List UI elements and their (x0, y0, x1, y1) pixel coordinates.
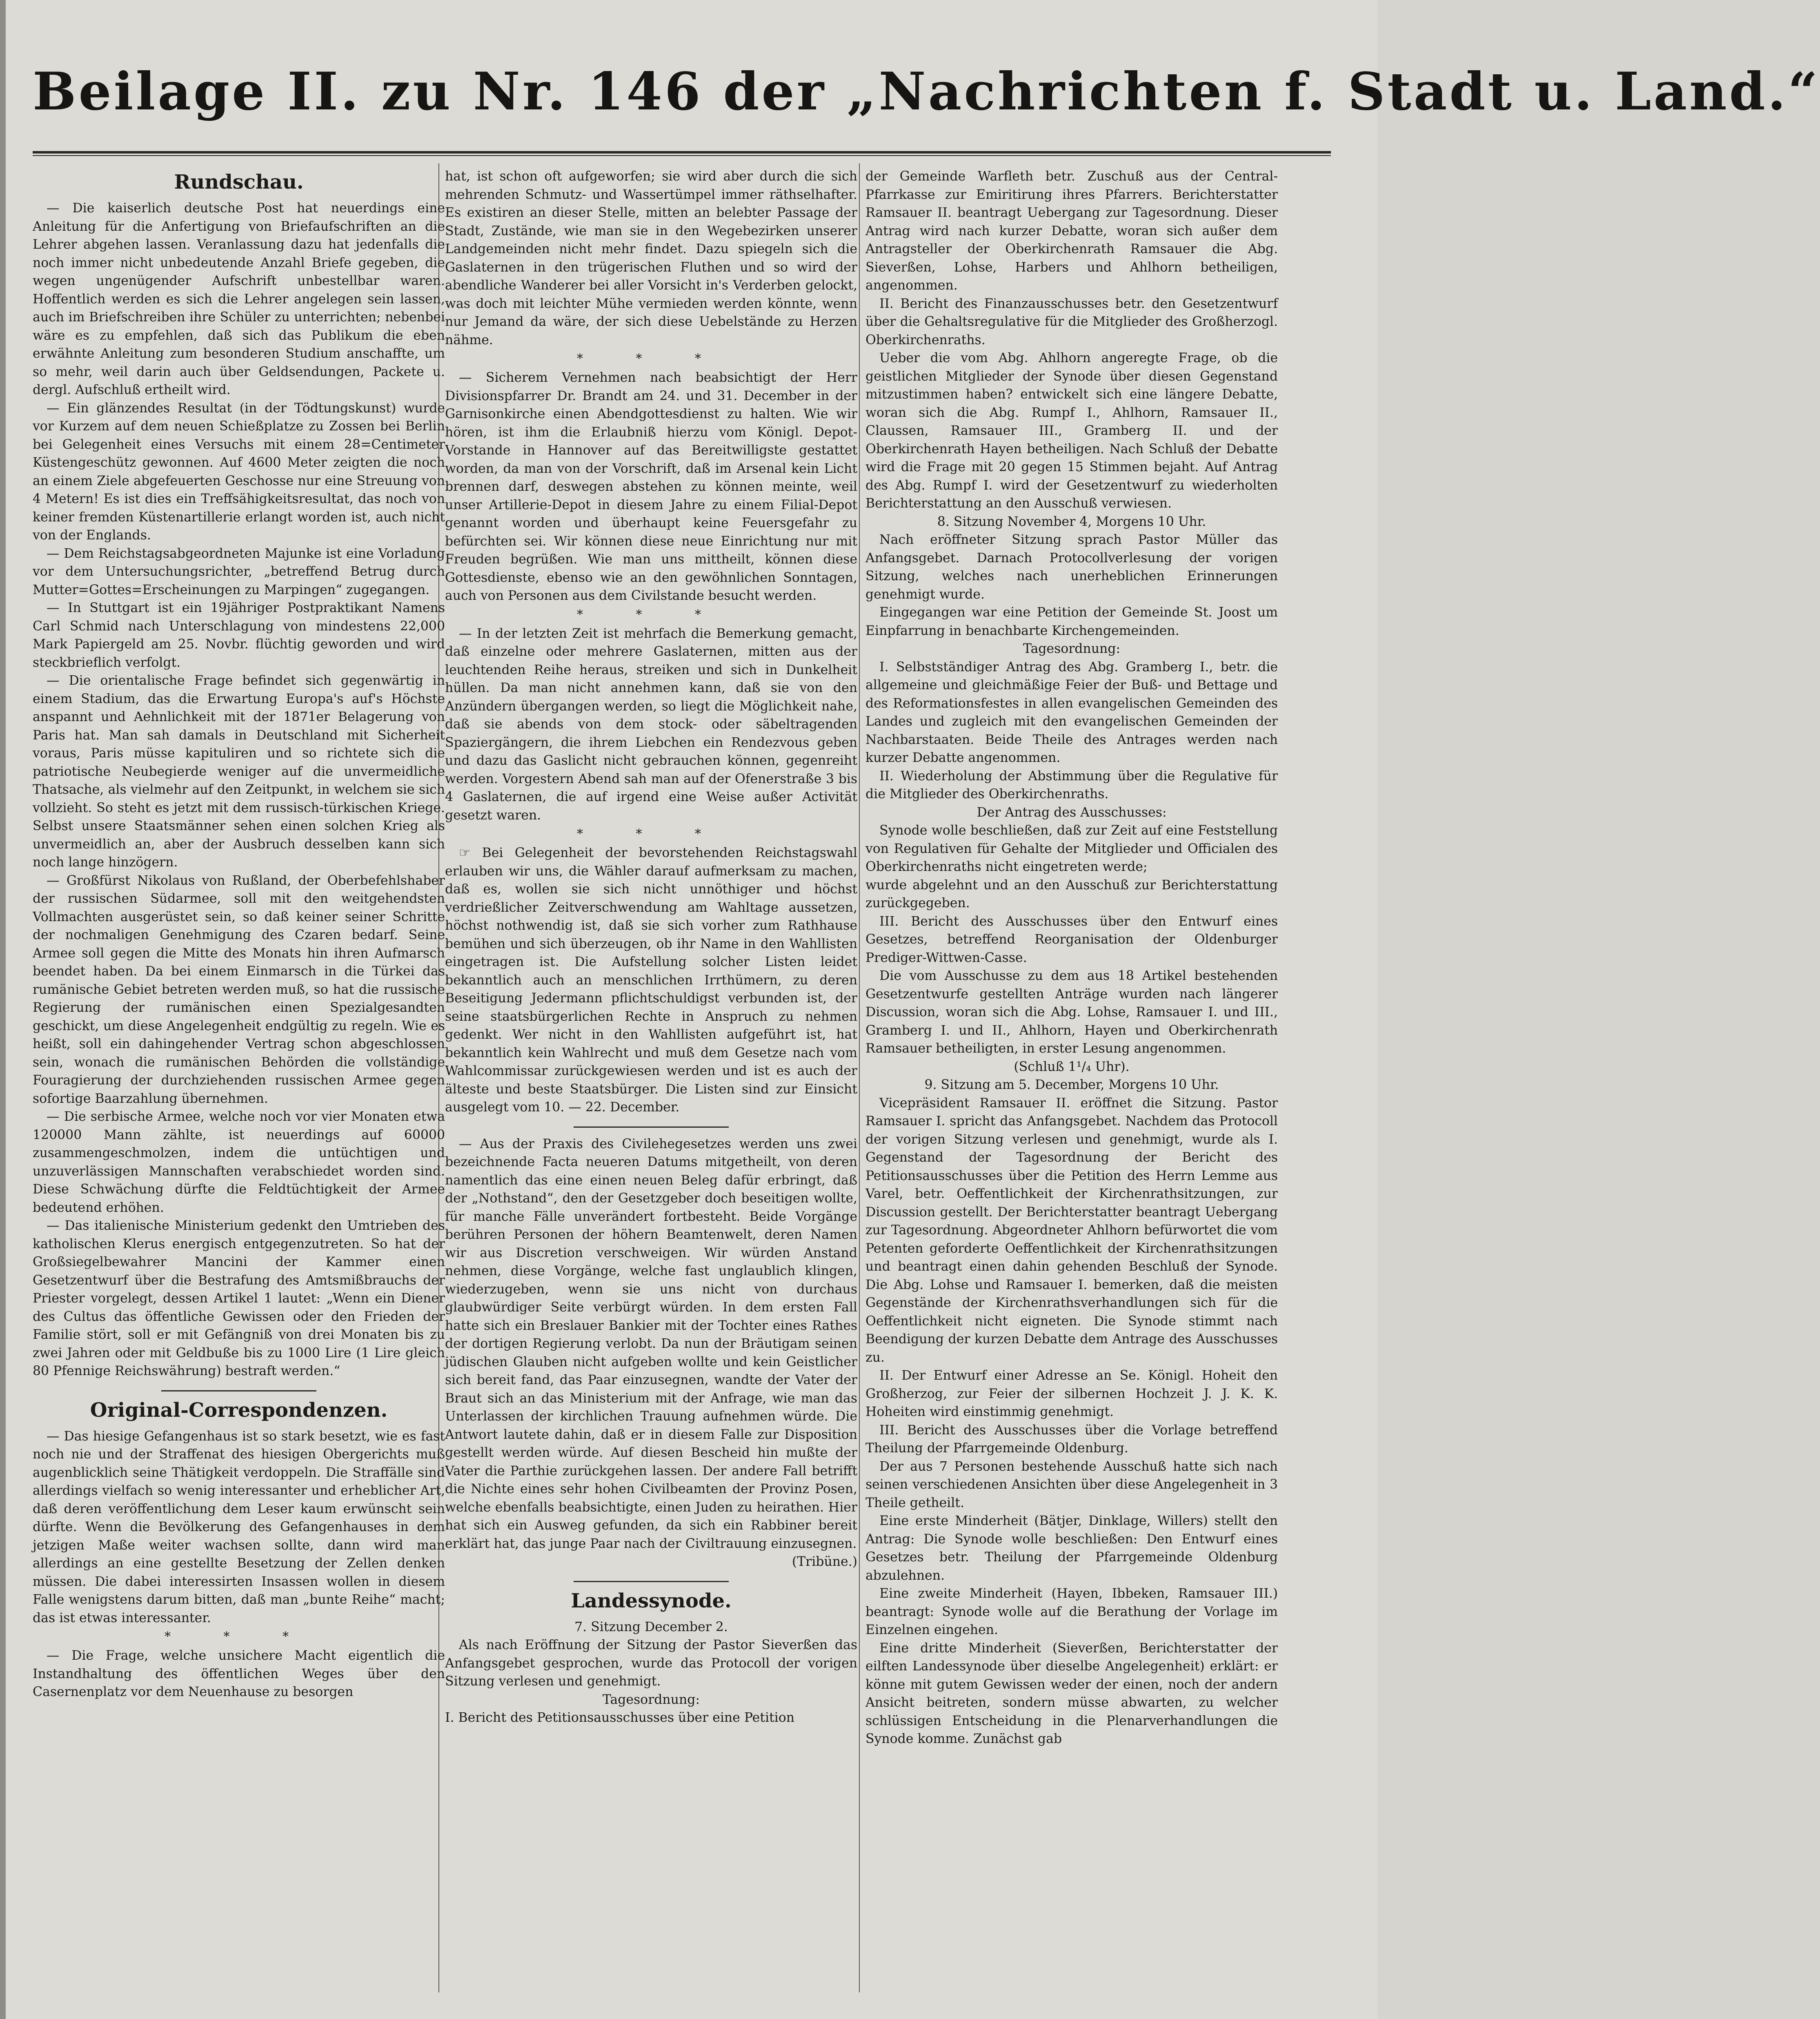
article-paragraph: II. Wiederholung der Abstimmung über die Regulative für die Mitglieder des Oberkirchenraths. (866, 768, 1278, 801)
section-heading: Rundschau. (174, 171, 304, 194)
article-paragraph: II. Der Entwurf einer Adresse an Se. Königl. Hoheit den Großherzog, zur Feier der silbernen Hochzeit J. J. K. K. Hoheiten wird einstimmig genehmigt. (866, 1368, 1278, 1419)
article-paragraph: Eine dritte Minderheit (Sieverßen, Berichterstatter der eilften Landessynode über dieselbe Angelegenheit) erklärt: er könne mit gutem Gewissen weder der einen, noch der andern Ansicht beitreten, sondern müsse abwarten, zu welcher schlüssigen Entscheidung in die Plenarverhandlungen die Synode komme. Zunächst gab (866, 1641, 1278, 1746)
article-paragraph: — Die orientalische Frage befindet sich gegenwärtig in einem Stadium, das die Erwartung Europa's auf's Höchste anspannt und Aehnlichkeit mit der 1871er Belagerung von Paris hat. Man sah damals in Deutschland mit Sicherheit voraus, Paris müsse kapituliren und so richtete sich die patriotische Neubegierde weniger auf die unvermeidliche Thatsache, als vielmehr auf den Zeitpunkt, in welchem sie sich vollzieht. So steht es jetzt mit dem russisch-türkischen Kriege. Selbst unsere Staatsmänner sehen einen solchen Krieg als unvermeidlich an, aber der Ausbruch desselben kann sich noch lange hinzögern. (33, 673, 445, 870)
article-paragraph: wurde abgelehnt und an den Ausschuß zur Berichterstattung zurückgegeben. (866, 877, 1278, 910)
article-paragraph: Vicepräsident Ramsauer II. eröffnet die Sitzung. Pastor Ramsauer I. spricht das Anfangsgebet. Nachdem das Protocoll der vorigen Sitzung verlesen und genehmigt, wurde als I. Gegenstand der Tagesordnung der Bericht des Petitionsausschusses über die Petition des Herrn Lemme aus Varel, betr. Oeffentlichkeit der Kirchenrathsitzungen, zur Discussion gestellt. Der Berichterstatter beantragt Uebergang zur Tagesordnung. Abgeordneter Ahlhorn befürwortet die vom Petenten geforderte Oeffentlichkeit der Kirchenrathsitzungen und beantragt einen dahin gehenden Beschluß der Synode. Die Abg. Lohse und Ramsauer I. bemerken, daß die meisten Gegenstände der Kirchenrathsverhandlungen sich für die Oeffentlichkeit nicht eigneten. Die Synode stimmt nach Beendigung der kurzen Debatte dem Antrage des Ausschusses zu. (866, 1095, 1278, 1365)
article-paragraph: — Das italienische Ministerium gedenkt den Umtrieben des katholischen Klerus energisch entgegenzutreten. So hat der Großsiegelbewahrer Mancini der Kammer einen Gesetzentwurf über die Bestrafung des Amtsmißbrauchs der Priester vorgelegt, dessen Artikel 1 lautet: „Wenn ein Diener des Cultus das öffentliche Gewissen oder den Frieden der Familie stört, soll er mit Gefängniß von drei Monaten bis zu zwei Jahren oder mit Geldbuße bis zu 1000 Lire (1 Lire gleich 80 Pfennige Reichswährung) bestraft werden.“ (33, 1218, 445, 1378)
article-paragraph: I. Selbstständiger Antrag des Abg. Gramberg I., betr. die allgemeine und gleichmäßige Feier der Buß- und Bettage und des Reformationsfestes in allen evangelischen Gemeinden des Landes und zugleich mit den evangelischen Gemeinden der Nachbarstaaten. Beide Theile des Antrages werden nach kurzer Debatte angenommen. (866, 659, 1278, 765)
article-paragraph: hat, ist schon oft aufgeworfen; sie wird aber durch die sich mehrenden Schmutz- und Wassertümpel immer räthselhafter. Es existiren an dieser Stelle, mitten an belebter Passage der Stadt, Zustände, wie man sie in den Wegebezirken unserer Landgemeinden nicht mehr findet. Dazu spiegeln sich die Gaslaternen in den trügerischen Fluthen und so wird der abendliche Wanderer bei aller Vorsicht in's Verderben gelockt, was doch mit leichter Mühe vermieden werden könnte, wenn nur Jemand da wäre, der sich diese Uebelstände zu Herzen nähme. (445, 169, 857, 347)
article-paragraph: ☞ Bei Gelegenheit der bevorstehenden Reichstagswahl erlauben wir uns, die Wähler darauf aufmerksam zu machen, daß es, wollen sie sich nicht unnöthiger und höchst verdrießlicher Zeitverschwendung am Wahltage aussetzen, höchst nothwendig ist, daß sie sich vorher zum Rathhause bemühen und sich überzeugen, ob ihr Name in den Wahllisten eingetragen ist. Die Aufstellung solcher Listen leidet bekanntlich auch an menschlichen Irrthümern, zu deren Beseitigung Jedermann pflichtschuldigst verbunden ist, der seine staatsbürgerlichen Rechte in Anspruch zu nehmen gedenkt. Wer nicht in den Wahllisten aufgeführt ist, hat bekanntlich kein Wahlrecht und muß dem Gesetze nach vom Wahlcommissar zurückgewiesen werden und ist es auch der älteste und beste Staatsbürger. Die Listen sind zur Einsicht ausgelegt vom 10. — 22. December. (445, 846, 857, 1115)
article-paragraph: — Die Frage, welche unsichere Macht eigentlich die Instandhaltung des öffentlichen Weges über den Casernenplatz vor dem Neuenhause zu besorgen (33, 1648, 445, 1699)
article-paragraph: Ueber die vom Abg. Ahlhorn angeregte Frage, ob die geistlichen Mitglieder der Synode über diesen Gegenstand mitzustimmen haben? entwickelt sich eine längere Debatte, woran sich die Abg. Rumpf I., Ahlhorn, Ramsauer II., Claussen, Ramsauer III., Gramberg II. und der Oberkirchenrath Hayen betheiligen. Nach Schluß der Debatte wird die Frage mit 20 gegen 15 Stimmen bejaht. Auf Antrag des Abg. Rumpf I. wird der Gesetzentwurf zu wiederholten Berichterstattung an den Ausschuß verwiesen. (866, 351, 1278, 511)
centered-line: 8. Sitzung November 4, Morgens 10 Uhr. (937, 514, 1206, 529)
asterism-separator: * * * (576, 607, 726, 622)
page-edge (0, 0, 6, 2019)
article-paragraph: Die vom Ausschusse zu dem aus 18 Artikel bestehenden Gesetzentwurfe gestellten Anträge wurden nach längerer Discussion, woran sich die Abg. Lohse, Ramsauer I. und III., Gramberg I. und II., Ahlhorn, Hayen und Oberkirchenrath Ramsauer betheiligten, in erster Lesung angenommen. (866, 968, 1278, 1056)
centered-line: Der Antrag des Ausschusses: (977, 805, 1167, 820)
article-paragraph: Als nach Eröffnung der Sitzung der Pastor Sieverßen das Anfangsgebet gesprochen, wurde das Protocoll der vorigen Sitzung verlesen und genehmigt. (445, 1638, 857, 1689)
column-1 (33, 167, 445, 1997)
article-paragraph: — Großfürst Nikolaus von Rußland, der Oberbefehlshaber der russischen Südarmee, soll mit den weitgehendsten Vollmachten ausgerüstet sein, so daß keiner seiner Schritte der nochmaligen Genehmigung des Czaren bedarf. Seine Armee soll gegen die Mitte des Monats hin ihren Aufmarsch beendet haben. Da bei einem Einmarsch in die Türkei das rumänische Gebiet betreten werden muß, so hat die russische Regierung der rumänischen einen Spezialgesandten geschickt, um diese Angelegenheit endgültig zu regeln. Wie es heißt, soll ein dahingehender Vertrag schon abgeschlossen sein, wonach die rumänischen Behörden die vollständige Fouragierung der durchziehenden russischen Armee gegen sofortige Baarzahlung übernehmen. (33, 873, 445, 1106)
centered-line: Tagesordnung: (1023, 641, 1121, 656)
article-paragraph: — Aus der Praxis des Civilehegesetzes werden uns zwei bezeichnende Facta neueren Datums mitgetheilt, von deren namentlich das eine einen neuen Beleg dafür erbringt, daß der „Nothstand“, den der Gesetzgeber doch beseitigen wollte, für manche Fälle unverändert fortbesteht. Beide Vorgänge berühren Personen der höhern Beamtenwelt, deren Namen wir aus Discretion verschweigen. Wir würden Anstand nehmen, diese Vorgänge, welche fast unglaublich klingen, wiederzugeben, wenn sie uns nicht von durchaus glaubwürdiger Seite verbürgt würden. In dem ersten Fall hatte sich ein Breslauer Bankier mit der Tochter eines Rathes der dortigen Regierung verlobt. Da nun der Bräutigam seinen jüdischen Glauben nicht aufgeben wollte und kein Geistlicher sich bereit fand, das Paar einzusegnen, wandte der Vater der Braut sich an das Ministerium mit der Anfrage, wie man das Unterlassen der kirchlichen Trauung aufnehmen würde. Die Antwort lautete dahin, daß er in diesem Falle zur Disposition gestellt werden würde. Auf diesen Bescheid hin mußte der Vater die Parthie zurückgehen lassen. Der andere Fall betrifft die Nichte eines sehr hohen Civilbeamten der Provinz Posen, welche ebenfalls beabsichtigte, einen Juden zu heirathen. Hier hat sich ein Ausweg gefunden, da sich ein Rabbiner bereit erklärt hat, das junge Paar nach der Civiltrauung einzusegnen. (445, 1136, 857, 1551)
asterism-separator: * * * (164, 1629, 314, 1644)
article-paragraph: III. Bericht des Ausschusses über die Vorlage betreffend Theilung der Pfarrgemeinde Oldenburg. (866, 1422, 1278, 1456)
article-paragraph: — Das hiesige Gefangenhaus ist so stark besetzt, wie es fast noch nie und der Straffenat des hiesigen Obergerichts muß augenblicklich seine Thätigkeit verdoppeln. Die Straffälle sind allerdings vielfach so wenig interessanter und erheblicher Art, daß deren veröffentlichung dem Leser kaum erwünscht sein dürfte. Wenn die Bevölkerung des Gefangenhauses in dem jetzigen Maße weiter wachsen sollte, dann wird man allerdings an eine gestellte Besetzung der Zellen denken müssen. Die dabei interessirten Insassen wollen in diesem Falle wenigstens darum bitten, daß man „bunte Reihe“ macht; das ist etwas interessanter. (33, 1429, 445, 1625)
article-paragraph: — Die kaiserlich deutsche Post hat neuerdings eine Anleitung für die Anfertigung von Briefaufschriften an die Lehrer abgehen lassen. Veranlassung dazu hat jedenfalls die noch immer nicht unbedeutende Anzahl Briefe gegeben, die wegen ungenügender Aufschrift unbestellbar waren. Hoffentlich werden es sich die Lehrer angelegen sein lassen, auch im Briefschreiben ihre Schüler zu unterrichten; nebenbei wäre es zu empfehlen, daß sich das Publikum die eben erwähnte Anleitung zum besonderen Studium anschaffte, um so mehr, weil darin auch über Geldsendungen, Packete u. dergl. Aufschluß ertheilt wird. (33, 201, 445, 397)
article-paragraph: Eingegangen war eine Petition der Gemeinde St. Joost um Einpfarrung in benachbarte Kirchengemeinden. (866, 605, 1278, 638)
section-rule (574, 1581, 729, 1582)
section-heading: Landessynode. (571, 1589, 732, 1612)
article-paragraph: Eine zweite Minderheit (Hayen, Ibbeken, Ramsauer III.) beantragt: Synode wolle auf die Berathung der Vorlage im Einzelnen eingehen. (866, 1586, 1278, 1637)
article-paragraph: Synode wolle beschließen, daß zur Zeit auf eine Feststellung von Regulativen für Gehalte der Mitglieder und Officialen des Oberkirchenraths nicht eingetreten werde; (866, 823, 1278, 874)
section-rule (161, 1390, 316, 1391)
centered-line: 9. Sitzung am 5. December, Morgens 10 Uhr. (924, 1077, 1219, 1092)
asterism-separator: * * * (576, 827, 726, 841)
masthead-title: Beilage II. zu Nr. 146 der „Nachrichten f. Stadt u. Land.“ (33, 61, 1820, 122)
column-2 (445, 167, 857, 1997)
article-paragraph: Der aus 7 Personen bestehende Ausschuß hatte sich nach seinen verschiedenen Ansichten über diese Angelegenheit in 3 Theile getheilt. (866, 1459, 1278, 1510)
article-paragraph: — Dem Reichstagsabgeordneten Majunke ist eine Vorladung vor dem Untersuchungsrichter, „betreffend Betrug durch Mutter=Gottes=Erscheinungen zu Marpingen“ zugegangen. (33, 546, 445, 597)
centered-line: (Schluß 1¹/₄ Uhr). (1014, 1059, 1130, 1074)
article-paragraph: — In Stuttgart ist ein 19jähriger Postpraktikant Namens Carl Schmid nach Unterschlagung von mindestens 22,000 Mark Papiergeld am 25. Novbr. flüchtig geworden und wird steckbrieflich verfolgt. (33, 601, 445, 670)
section-heading: Original-Correspondenzen. (90, 1398, 388, 1422)
article-paragraph: II. Bericht des Finanzausschusses betr. den Gesetzentwurf über die Gehaltsregulative für die Mitglieder des Großherzogl. Oberkirchenraths. (866, 296, 1278, 347)
masthead-rule-thin (33, 155, 1331, 156)
article-paragraph: — Ein glänzendes Resultat (in der Tödtungskunst) wurde vor Kurzem auf dem neuen Schießplatze zu Zossen bei Berlin bei Gelegenheit eines Versuchs mit einem 28=Centimeter Küstengeschütz gewonnen. Auf 4600 Meter zeigten die noch an einem Ziele abgefeuerten Geschosse nur eine Streuung von 4 Metern! Es ist dies ein Treffsähigkeitsresultat, das noch von keiner fremden Küstenartillerie erlangt worden ist, auch nicht von der Englands. (33, 401, 445, 543)
article-paragraph: — Sicherem Vernehmen nach beabsichtigt der Herr Divisionspfarrer Dr. Brandt am 24. und 31. December in der Garnisonkirche einen Abendgottesdienst zu halten. Wie wir hören, ist ihm die Erlaubniß hierzu vom Königl. Depot-Vorstande in Hannover auf das Bereitwilligste gestattet worden, da man von der Vorschrift, daß im Arsenal kein Licht brennen darf, deswegen abstehen zu können meinte, weil unser Artillerie-Depot in diesem Jahre zu einem Filial-Depot genannt worden und überhaupt keine Feuersgefahr zu befürchten sei. Wir können diese neue Einrichtung nur mit Freuden begrüßen. Wie man uns mittheilt, können diese Gottesdienste, ebenso wie an den gewöhnlichen Sonntagen, auch von Personen aus dem Civilstande besucht werden. (445, 370, 857, 603)
article-paragraph: Eine erste Minderheit (Bätjer, Dinklage, Willers) stellt den Antrag: Die Synode wolle beschließen: Den Entwurf eines Gesetzes betr. Theilung der Pfarrgemeinde Oldenburg abzulehnen. (866, 1514, 1278, 1583)
article-paragraph: der Gemeinde Warfleth betr. Zuschuß aus der Central-Pfarrkasse zur Emiritirung ihres Pfarrers. Berichterstatter Ramsauer II. beantragt Uebergang zur Tagesordnung. Dieser Antrag wird nach kurzer Debatte, woran sich außer dem Antragsteller der Oberkirchenrath Ramsauer die Abg. Sieverßen, Lohse, Harbers und Ahlhorn betheiligen, angenommen. (866, 169, 1278, 293)
section-rule (574, 1126, 729, 1128)
column-divider (859, 163, 860, 1992)
centered-line: 7. Sitzung December 2. (574, 1619, 728, 1634)
source-credit: (Tribüne.) (792, 1554, 857, 1569)
asterism-separator: * * * (576, 352, 726, 366)
article-paragraph: — In der letzten Zeit ist mehrfach die Bemerkung gemacht, daß einzelne oder mehrere Gaslaternen, mitten aus der leuchtenden Reihe heraus, streiken und sich in Dunkelheit hüllen. Da man nicht annehmen kann, daß sie von den Anzündern übergangen werden, so liegt die Möglichkeit nahe, daß sie abends von dem stock- oder säbeltragenden Spaziergängern, die ihrem Liebchen ein Rendezvous geben und dazu das Gaslicht nicht gebrauchen können, gegenreiht werden. Vorgestern Abend sah man auf der Ofenerstraße 3 bis 4 Gaslaternen, die auf irgend eine Weise außer Activität gesetzt waren. (445, 626, 857, 823)
column-3 (866, 167, 1278, 1997)
centered-line: Tagesordnung: (602, 1692, 700, 1707)
masthead-rule (33, 151, 1331, 154)
article-paragraph: I. Bericht des Petitionsausschusses über eine Petition (445, 1710, 795, 1725)
article-paragraph: Nach eröffneter Sitzung sprach Pastor Müller das Anfangsgebet. Darnach Protocollverlesung der vorigen Sitzung, welches nach unerheblichen Erinnerungen genehmigt wurde. (866, 532, 1278, 602)
article-paragraph: — Die serbische Armee, welche noch vor vier Monaten etwa 120000 Mann zählte, ist neuerdings auf 60000 zusammengeschmolzen, indem die untüchtigen und unzuverlässigen Mannschaften verabschiedet worden sind. Diese Schwächung dürfte die Feldtüchtigkeit der Armee bedeutend erhöhen. (33, 1109, 445, 1215)
article-paragraph: III. Bericht des Ausschusses über den Entwurf eines Gesetzes, betreffend Reorganisation der Oldenburger Prediger-Wittwen-Casse. (866, 914, 1278, 965)
